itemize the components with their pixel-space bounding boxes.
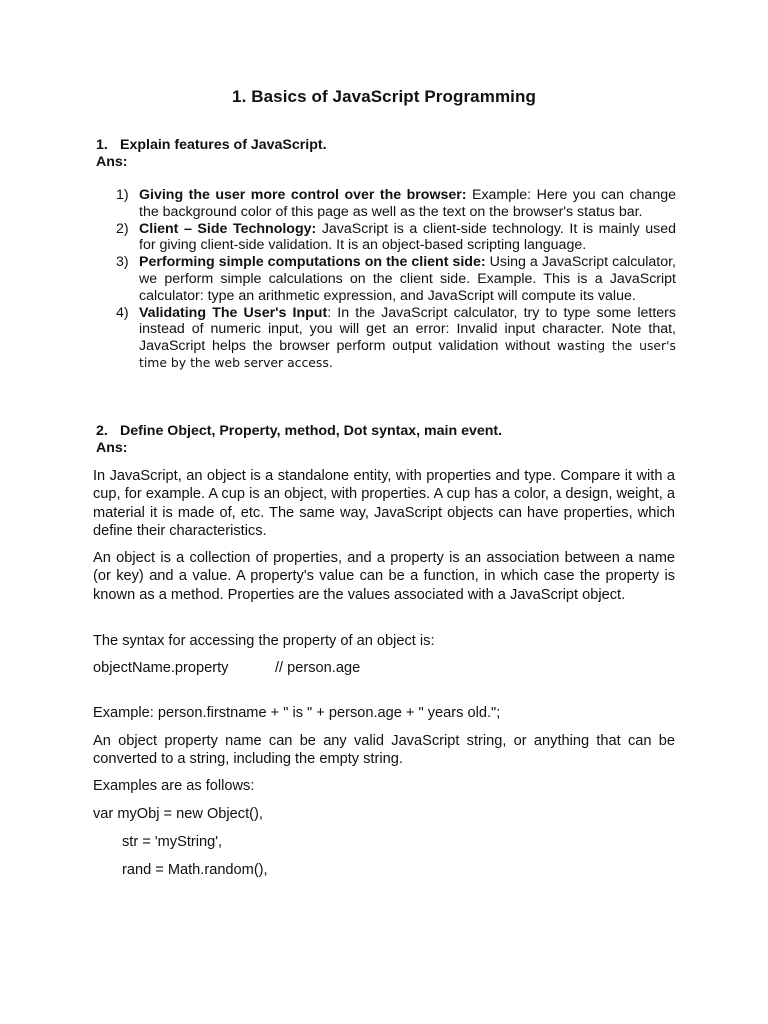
question-2 bbox=[96, 423, 502, 440]
code-line: var myObj = new Object(), bbox=[93, 806, 263, 822]
syntax-example: objectName.property bbox=[93, 660, 229, 676]
list-item-text: Using a JavaScript calculator, we perform simple calculations on the client side. Example. This is a JavaScript calculator: type an arithmetic expression, and JavaScript will compute its value. bbox=[139, 254, 676, 304]
paragraph-syntax-intro: The syntax for accessing the property of an object is: bbox=[93, 633, 435, 649]
question-2-answer-label: Ans: bbox=[96, 440, 128, 456]
list-item-marker: 2) bbox=[116, 220, 129, 237]
question-1 bbox=[96, 137, 327, 154]
paragraph-object-definition: In JavaScript, an object is a standalone entity, with properties and type. Compare it with a cup, for example. A cup is an object, with properties. A cup has a color, a design, weight, a material it is made of, etc. The same way, JavaScript objects can have properties, which define their characteristics. bbox=[93, 468, 675, 539]
question-2-text: Define Object, Property, method, Dot syntax, main event. bbox=[120, 423, 503, 439]
example-line: Example: person.firstname + " is " + person.age + " years old."; bbox=[93, 705, 501, 721]
list-item-marker: 3) bbox=[116, 254, 129, 271]
list-item bbox=[116, 187, 676, 221]
list-item-text: : In the JavaScript calculator, try to type some letters instead of numeric input, you will get an error: Invalid input character. Note that, JavaScript helps the browser perform output validation without bbox=[139, 304, 676, 355]
question-1-text: Explain features of JavaScript. bbox=[120, 137, 327, 153]
list-item-text: Example: Here you can change the background color of this page as well as the text on the browser's status bar. bbox=[139, 187, 676, 220]
list-item bbox=[116, 305, 676, 372]
features-list bbox=[116, 187, 676, 372]
examples-intro: Examples are as follows: bbox=[93, 778, 255, 794]
question-1-answer-label: Ans: bbox=[96, 154, 128, 170]
code-line: str = 'myString', bbox=[122, 834, 223, 850]
list-item bbox=[116, 221, 676, 255]
code-line: rand = Math.random(), bbox=[122, 862, 268, 878]
list-item bbox=[116, 254, 676, 304]
list-item-text-continued: wasting the user's time by the web server access. bbox=[139, 338, 676, 370]
list-item-text: JavaScript is a client-side technology. It is mainly used for giving client-side validation. It is an object-based scripting language. bbox=[139, 220, 676, 254]
question-2-number: 2. bbox=[96, 423, 108, 439]
page-title: 1. Basics of JavaScript Programming bbox=[232, 87, 536, 106]
list-item-marker: 4) bbox=[116, 304, 129, 321]
question-1-number: 1. bbox=[96, 137, 108, 153]
syntax-comment: // person.age bbox=[275, 660, 361, 676]
list-item-heading: Giving the user more control over the browser: bbox=[139, 187, 467, 203]
list-item-marker: 1) bbox=[116, 187, 129, 203]
paragraph-property-name: An object property name can be any valid JavaScript string, or anything that can be converted to a string, including the empty string. bbox=[93, 733, 675, 768]
list-item-heading: Client – Side Technology: bbox=[139, 220, 317, 237]
paragraph-object-properties: An object is a collection of properties, and a property is an association between a name (or key) and a value. A property's value can be a function, in which case the property is known as a method. Properties are the values associated with a JavaScript object. bbox=[93, 550, 675, 603]
list-item-heading: Validating The User's Input bbox=[139, 304, 328, 321]
list-item-heading: Performing simple computations on the client side: bbox=[139, 254, 486, 271]
